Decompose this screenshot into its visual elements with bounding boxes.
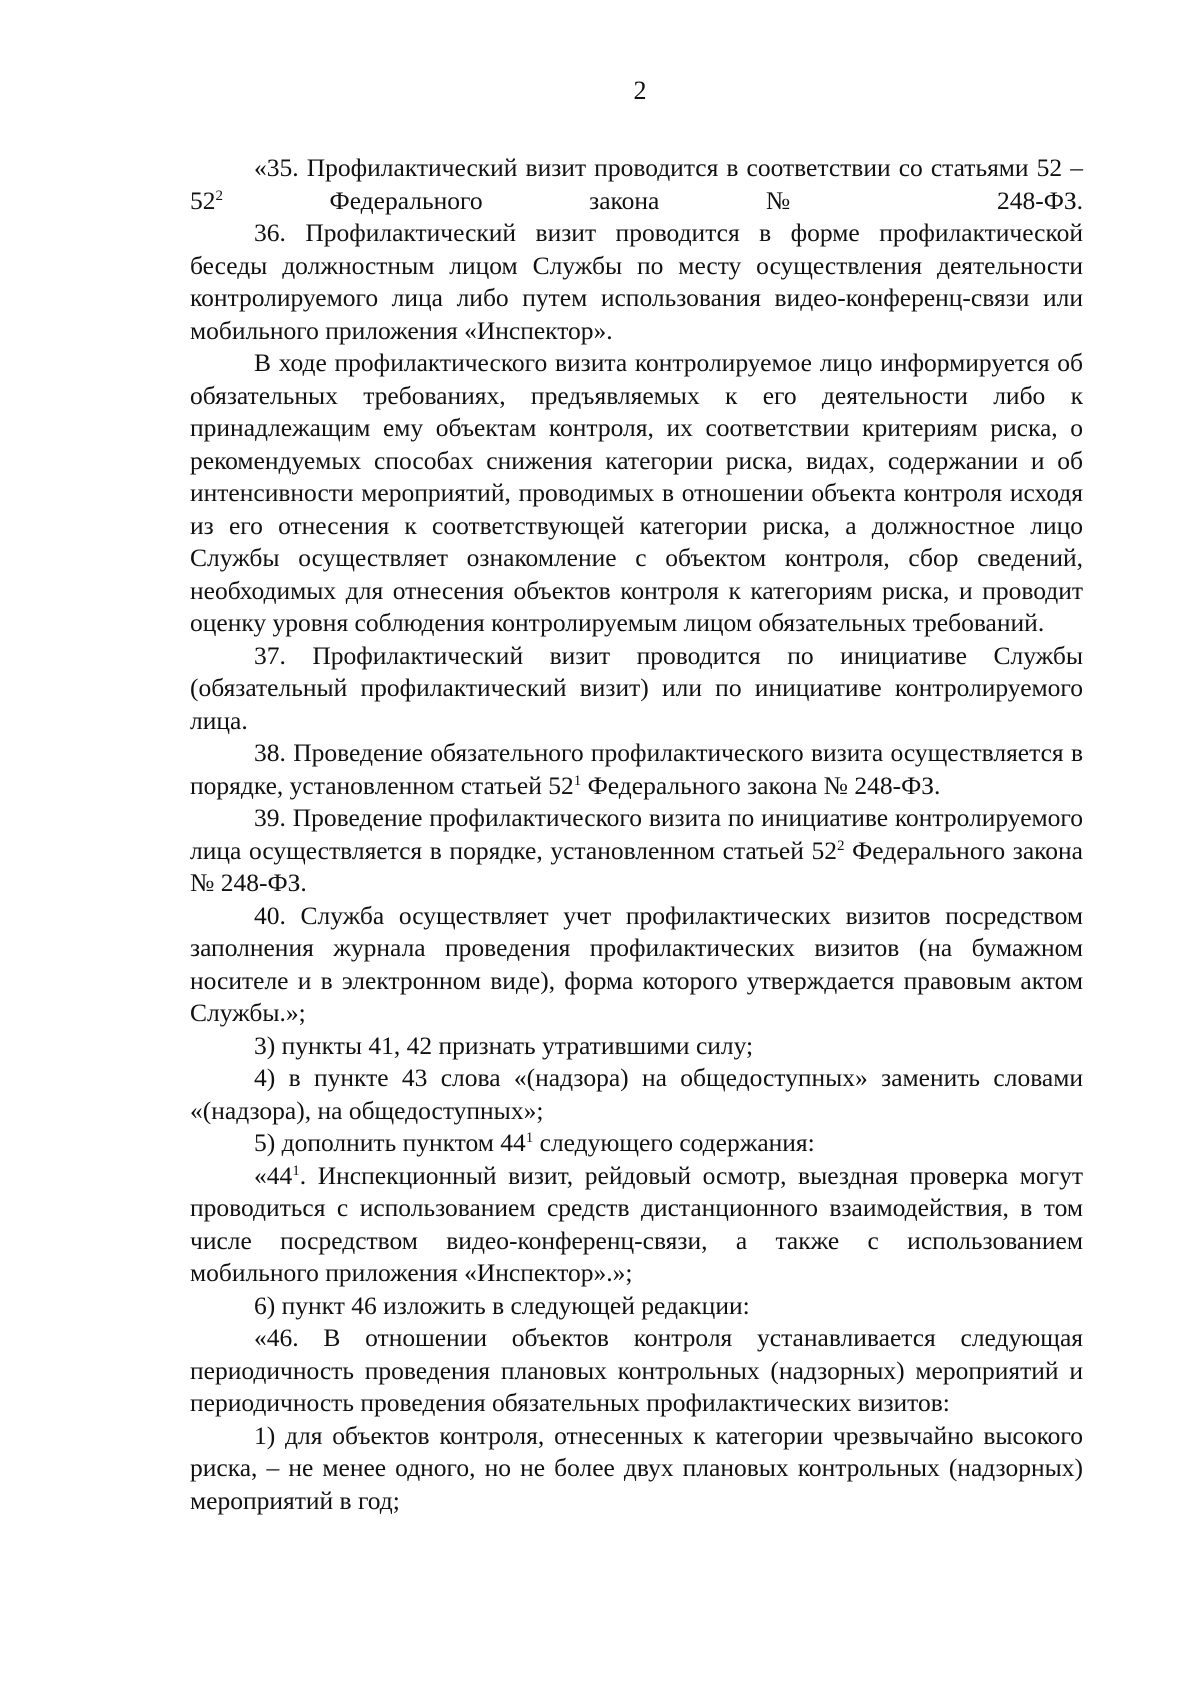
page-number: 2 xyxy=(633,76,647,105)
paragraph-46: «46. В отношении объектов контроля устанавливается следующая периодичность проведения плановых контрольных (надзорных) мероприятий и периодичность проведения обязательных профилактических визитов: xyxy=(190,1323,1083,1417)
paragraph-39: 39. Проведение профилактического визита по инициативе контролируемого лица осуществляется в порядке, установленном статьей $52^2$ Федерального закона № 248-ФЗ. xyxy=(190,803,1083,897)
paragraph-36-continued: В ходе профилактического визита контролируемое лицо информируется об обязательных требованиях, предъявляемых к его деятельности либо к принадлежащим ему объектам контроля, их соответствии критериям риска, о рекомендуемых способах снижения категории риска, видах, содержании и об интенсивности мероприятий, проводимых в отношении объекта контроля исходя из его отнесения к соответствующей категории риска, а должностное лицо Службы осуществляет ознакомление с объектом контроля, сбор сведений, необходимых для отнесения объектов контроля к категориям риска, и проводит оценку уровня соблюдения контролируемым лицом обязательных требований. xyxy=(190,348,1083,637)
paragraph-38: 38. Проведение обязательного профилактического визита осуществляется в порядке, установленном статьей $52^1$ Федерального закона № 248-ФЗ. xyxy=(190,738,1083,800)
item-3: 3) пункты 41, 42 признать утратившими силу; xyxy=(254,1030,754,1060)
paragraph-46-item-1: 1) для объектов контроля, отнесенных к категории чрезвычайно высокого риска, – не менее одного, но не более двух плановых контрольных (надзорных) мероприятий в год; xyxy=(190,1420,1083,1515)
paragraph-35: «35. Профилактический визит проводится в соответствии со статьями $52 - 52^2$ Федерального закона № 248-ФЗ. xyxy=(190,153,1083,215)
paragraph-36: 36. Профилактический визит проводится в форме профилактической беседы должностным лицом Службы по месту осуществления деятельности контролируемого лица либо путем использования видео-конференц-связи или мобильного приложения «Инспектор». xyxy=(190,218,1083,345)
paragraph-44-1: «$44^1$. Инспекционный визит, рейдовый осмотр, выездная проверка могут проводиться с использованием средств дистанционного взаимодействия, в том числе посредством видео-конференц-связи, а также с использованием мобильного приложения «Инспектор».»; xyxy=(190,1160,1083,1287)
item-4: 4) в пункте 43 слова «(надзора) на общедоступных» заменить словами «(надзора), на общедоступных»; xyxy=(190,1063,1083,1125)
paragraph-37: 37. Профилактический визит проводится по инициативе Службы (обязательный профилактический визит) или по инициативе контролируемого лица. xyxy=(190,640,1083,735)
item-5: 5) дополнить пунктом $44^1$ следующего содержания: xyxy=(254,1128,815,1157)
paragraph-40: 40. Служба осуществляет учет профилактических визитов посредством заполнения журнала проведения профилактических визитов (на бумажном носителе и в электронном виде), форма которого утверждается правовым актом Службы.»; xyxy=(190,900,1083,1027)
item-6: 6) пункт 46 изложить в следующей редакции: xyxy=(254,1290,750,1320)
document-body xyxy=(190,152,1083,1517)
